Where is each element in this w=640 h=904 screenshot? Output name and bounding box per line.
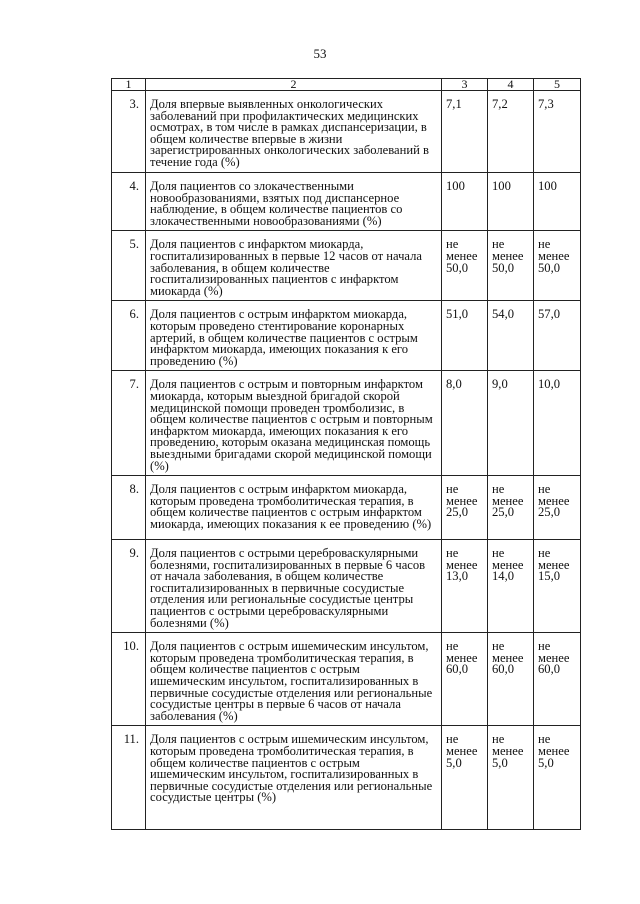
value-col-4: 54,0 xyxy=(488,301,534,371)
value-col-4: не менее 50,0 xyxy=(488,231,534,301)
table-row xyxy=(112,231,581,301)
row-number: 5. xyxy=(112,231,146,301)
indicator-name: Доля пациентов с острым ишемическим инсультом, которым проведена тромболитическая терапия, в общем количестве пациентов с острым ишемическим инсультом, госпитализированных в первичные сосудистые отделения или региональные сосудистые центры в первые 6 часов от начала заболевания (%) xyxy=(146,633,442,726)
row-number: 8. xyxy=(112,476,146,540)
page-number: 53 xyxy=(313,46,327,61)
indicator-table xyxy=(111,78,581,830)
value-col-5: не менее 60,0 xyxy=(534,633,581,726)
row-number: 9. xyxy=(112,540,146,633)
value-col-3: не менее 5,0 xyxy=(442,726,488,830)
indicator-name: Доля пациентов с острым инфарктом миокарда, которым проведено стентирование коронарных артерий, в общем количестве пациентов с острым инфарктом миокарда, имеющих показания к его проведению (%) xyxy=(146,301,442,371)
table-row xyxy=(112,633,581,726)
table-row xyxy=(112,173,581,231)
indicator-name: Доля пациентов с инфарктом миокарда, госпитализированных в первые 12 часов от начала заболевания, в общем количестве госпитализированных пациентов с инфарктом миокарда (%) xyxy=(146,231,442,301)
value-col-3: не менее 25,0 xyxy=(442,476,488,540)
value-col-4: не менее 25,0 xyxy=(488,476,534,540)
header-cell: 1 xyxy=(112,79,146,91)
value-col-3: не менее 60,0 xyxy=(442,633,488,726)
value-col-4: не менее 60,0 xyxy=(488,633,534,726)
value-col-3: 51,0 xyxy=(442,301,488,371)
value-col-5: 7,3 xyxy=(534,91,581,173)
indicator-name: Доля пациентов с острым инфарктом миокарда, которым проведена тромболитическая терапия, в общем количестве пациентов с острым инфарктом миокарда, имеющих показания к ее проведению (%) xyxy=(146,476,442,540)
header-cell: 5 xyxy=(534,79,581,91)
value-col-3: не менее 13,0 xyxy=(442,540,488,633)
table-row xyxy=(112,371,581,476)
value-col-5: не менее 50,0 xyxy=(534,231,581,301)
table-row xyxy=(112,91,581,173)
value-col-5: 57,0 xyxy=(534,301,581,371)
value-col-5: не менее 25,0 xyxy=(534,476,581,540)
table-row xyxy=(112,540,581,633)
value-col-4: не менее 5,0 xyxy=(488,726,534,830)
row-number: 7. xyxy=(112,371,146,476)
header-cell: 2 xyxy=(146,79,442,91)
indicator-name: Доля пациентов с острым ишемическим инсультом, которым проведена тромболитическая терапия, в общем количестве пациентов с острым ишемическим инсультом, госпитализированных в первичные сосудистые отделения или региональные сосудистые центры (%) xyxy=(146,726,442,830)
value-col-5: не менее 5,0 xyxy=(534,726,581,830)
value-col-5: 10,0 xyxy=(534,371,581,476)
table-header-row xyxy=(112,79,581,91)
indicator-name: Доля пациентов со злокачественными новообразованиями, взятых под диспансерное наблюдение, в общем количестве пациентов со злокачественными новообразованиями (%) xyxy=(146,173,442,231)
value-col-4: 7,2 xyxy=(488,91,534,173)
header-cell: 3 xyxy=(442,79,488,91)
row-number: 11. xyxy=(112,726,146,830)
indicator-name: Доля пациентов с острым и повторным инфарктом миокарда, которым выездной бригадой скорой медицинской помощи проведен тромболизис, в общем количестве пациентов с острым и повторным инфарктом миокарда, имеющих показания к его проведению, которым оказана медицинская помощь выездными бригадами скорой медицинской помощи (%) xyxy=(146,371,442,476)
row-number: 10. xyxy=(112,633,146,726)
indicator-name: Доля впервые выявленных онкологических заболеваний при профилактических медицинских осмотрах, в том числе в рамках диспансеризации, в общем количестве впервые в жизни зарегистрированных онкологических заболеваний в течение года (%) xyxy=(146,91,442,173)
indicator-name: Доля пациентов с острыми цереброваскулярными болезнями, госпитализированных в первые 6 часов от начала заболевания, в общем количестве госпитализированных в первичные сосудистые отделения или региональные сосудистые центры пациентов с острыми цереброваскулярными болезнями (%) xyxy=(146,540,442,633)
value-col-4: 100 xyxy=(488,173,534,231)
table-row xyxy=(112,726,581,830)
value-col-5: не менее 15,0 xyxy=(534,540,581,633)
value-col-5: 100 xyxy=(534,173,581,231)
row-number: 6. xyxy=(112,301,146,371)
header-cell: 4 xyxy=(488,79,534,91)
row-number: 4. xyxy=(112,173,146,231)
value-col-4: не менее 14,0 xyxy=(488,540,534,633)
value-col-3: 8,0 xyxy=(442,371,488,476)
table-row xyxy=(112,301,581,371)
value-col-4: 9,0 xyxy=(488,371,534,476)
value-col-3: не менее 50,0 xyxy=(442,231,488,301)
value-col-3: 100 xyxy=(442,173,488,231)
table-row xyxy=(112,476,581,540)
row-number: 3. xyxy=(112,91,146,173)
value-col-3: 7,1 xyxy=(442,91,488,173)
